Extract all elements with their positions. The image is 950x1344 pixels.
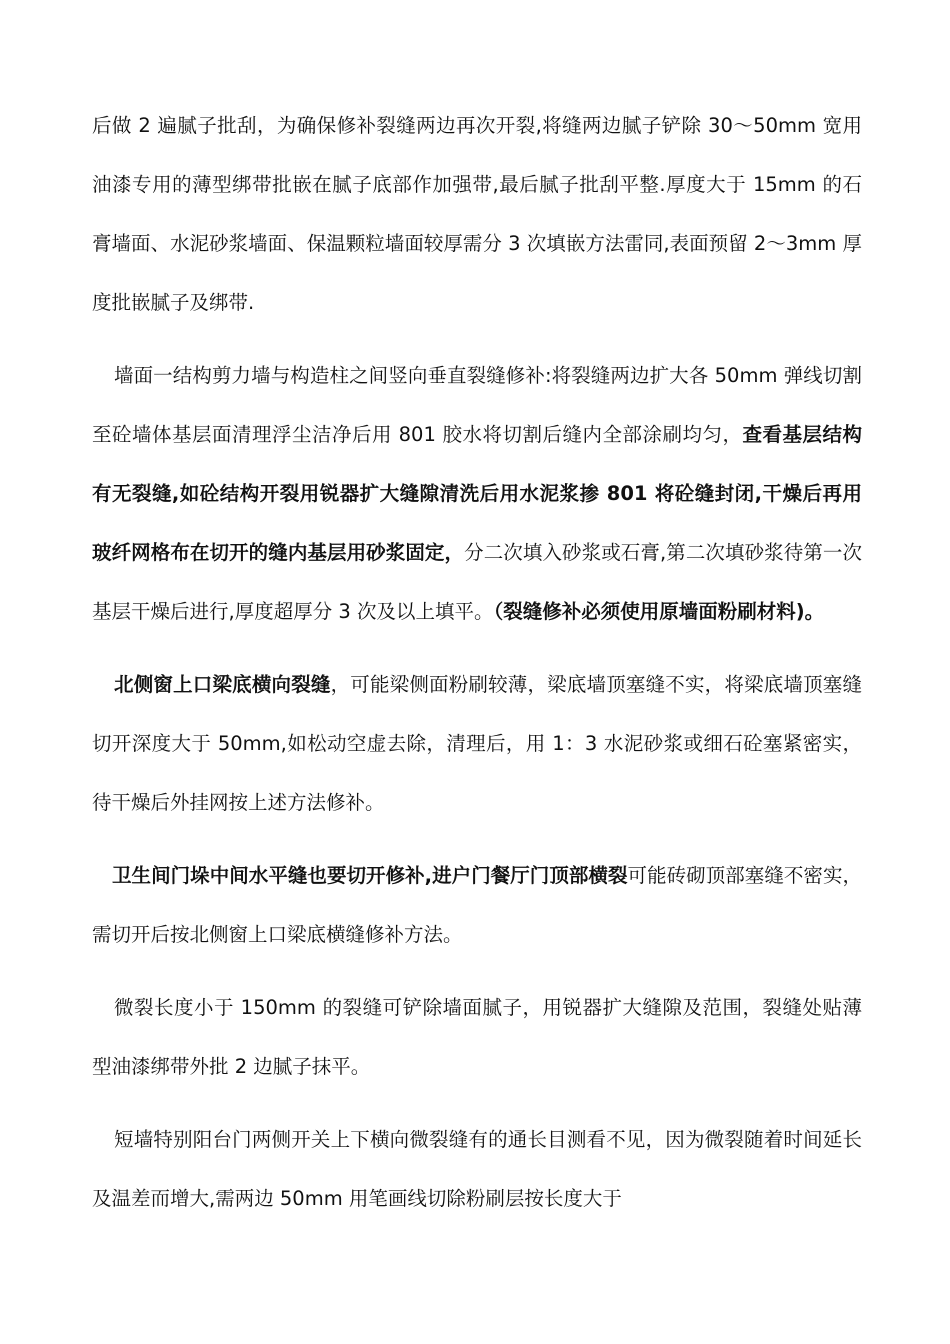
paragraph-2-run-2-bold: 查看基层结构有无裂缝,如砼结构开裂用锐器扩大缝隙清洗后用水泥浆掺 801 将砼缝封闭,干燥后再用玻纤网格布在切开的缝内基层用砂浆固定，	[92, 423, 862, 564]
paragraph-6-run-1: 短墙特别阳台门两侧开关上下横向微裂缝有的通长目测看不见，因为微裂随着时间延长及温差而增大,需两边 50mm 用笔画线切除粉刷层按长度大于	[92, 1128, 862, 1210]
paragraph-4-run-1-bold: 卫生间门垛中间水平缝也要切开修补,进户门餐厅门顶部横裂	[112, 864, 628, 887]
document-page	[92, 96, 862, 1228]
paragraph-5-run-1: 微裂长度小于 150mm 的裂缝可铲除墙面腻子，用锐器扩大缝隙及范围，裂缝处贴薄型油漆绑带外批 2 边腻子抹平。	[92, 996, 862, 1078]
paragraph-2	[92, 346, 862, 641]
paragraph-3-run-2: ，可能梁侧面粉刷较薄，梁底墙顶塞缝不实，将梁底墙顶塞缝切开深度大于 50mm,如松动空虚去除，清理后，用 1：3 水泥砂浆或细石砼塞紧密实，待干燥后外挂网按上述方法修补。	[92, 673, 862, 814]
paragraph-5	[92, 978, 862, 1096]
paragraph-2-run-3: 分二次填入砂浆或石膏,第二次填砂浆待第一次基层干燥后进行,厚度超厚分 3 次及以上填平。	[92, 541, 862, 623]
paragraph-4	[92, 846, 862, 964]
paragraph-2-run-1: 墙面一结构剪力墙与构造柱之间竖向垂直裂缝修补:将裂缝两边扩大各 50mm 弹线切割至砼墙体基层面清理浮尘洁净后用 801 胶水将切割后缝内全部涂刷均匀，	[92, 364, 862, 446]
paragraph-4-run-2: 可能砖砌顶部塞缝不密实，需切开后按北侧窗上口梁底横缝修补方法。	[92, 864, 862, 946]
paragraph-6	[92, 1110, 862, 1228]
paragraph-1-run-1: 后做 2 遍腻子批刮，为确保修补裂缝两边再次开裂,将缝两边腻子铲除 30～50mm 宽用油漆专用的薄型绑带批嵌在腻子底部作加强带,最后腻子批刮平整.厚度大于 15mm 的石膏墙面、水泥砂浆墙面、保温颗粒墙面较厚需分 3 次填嵌方法雷同,表面预留 2～3mm 厚度批嵌腻子及绑带.	[92, 114, 863, 314]
paragraph-2-run-4-bold: （裂缝修补必须使用原墙面粉刷材料)。	[493, 600, 825, 623]
paragraph-3-run-1-bold: 北侧窗上口梁底横向裂缝	[114, 673, 331, 696]
paragraph-3	[92, 655, 862, 832]
paragraph-1	[92, 96, 862, 332]
